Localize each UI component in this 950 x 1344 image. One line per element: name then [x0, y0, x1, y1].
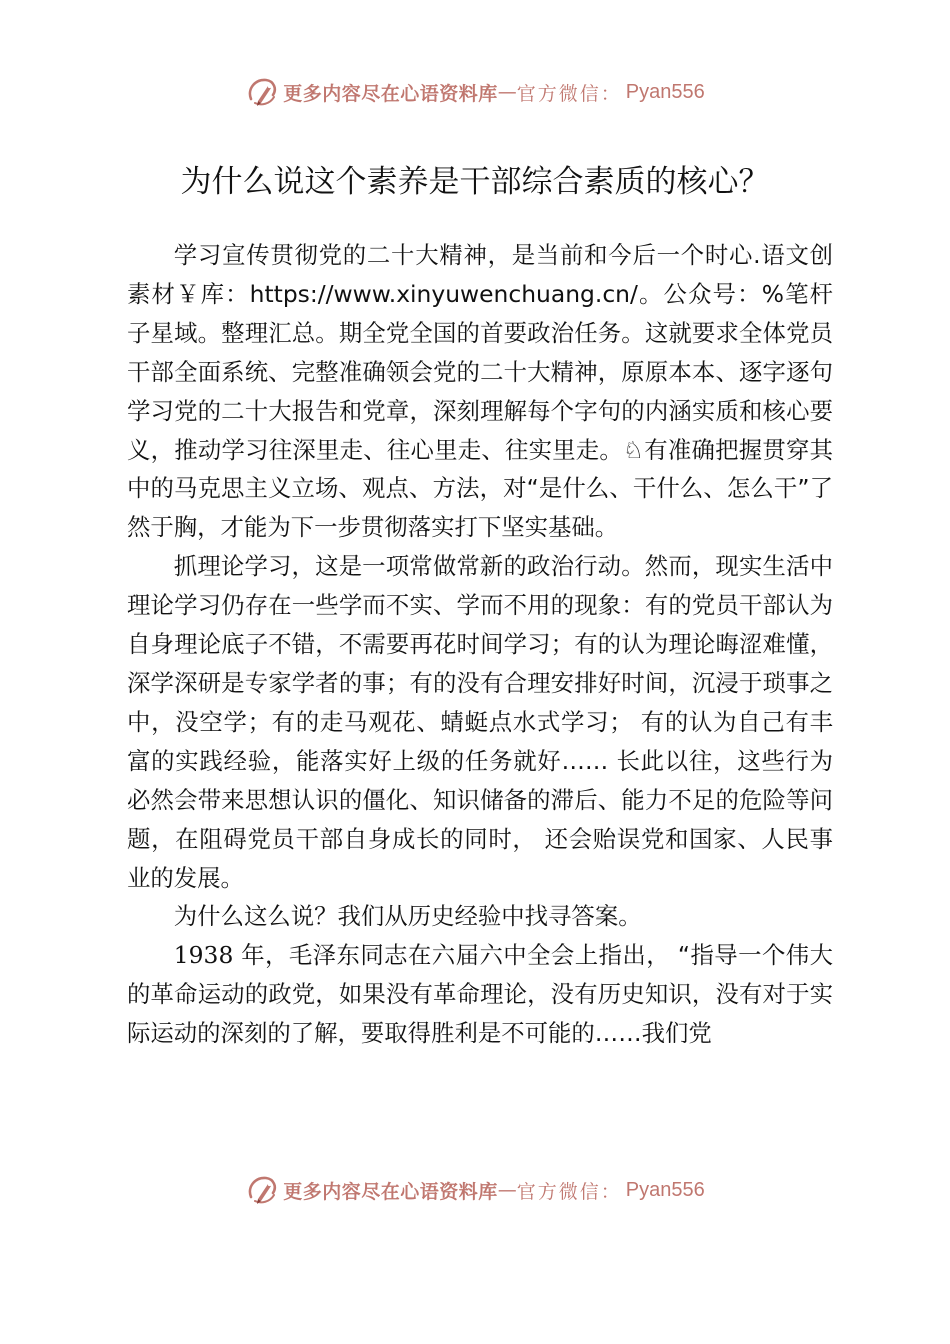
paragraph-4	[127, 936, 833, 1053]
paragraph-4-text: 年，毛泽东同志在六届六中全会上指出， “指导一个伟大的革命运动的政党，如果没有革命理论，没有历史知识，没有对于实际运动的深刻的了解，要取得胜利是不可能的……我们党	[127, 941, 833, 1048]
banner-slogan: 更多内容尽在心语资料库	[283, 1180, 498, 1203]
paragraph-3: 为什么这么说？我们从历史经验中找寻答案。	[173, 902, 642, 931]
banner-wechat-id: Pyan556	[625, 80, 705, 103]
footer-banner	[0, 1170, 950, 1210]
paragraph-4-year: 1938	[173, 941, 234, 970]
brush-pen-logo-icon	[245, 1173, 279, 1207]
header-banner	[0, 72, 950, 112]
banner-dash: —	[497, 1179, 517, 1201]
article-title: 为什么说这个素养是干部综合素质的核心？	[180, 164, 770, 200]
paragraph-2: 抓理论学习，这是一项常做常新的政治行动。然而，现实生活中理论学习仍存在一些学而不实、学而不用的现象：有的党员干部认为自身理论底子不错，不需要再花时间学习；有的认为理论晦涩难懂，深学深研是专家学者的事；有的没有合理安排好时间，沉浸于琐事之中，没空学；有的走马观花、蜻蜓点水式学习； 有的认为自己有丰富的实践经验，能落实好上级的任务就好…… 长此以往，这些行为必然会带来思想认识的僵化、知识储备的滞后、能力不足的危险等问题，在阻碍党员干部自身成长的同时， 还会贻误党和国家、人民事业的发展。	[127, 552, 833, 892]
banner-wechat-label: 官方微信：	[516, 82, 622, 105]
article-body	[127, 236, 833, 1053]
banner-wechat-label: 官方微信：	[516, 1180, 622, 1203]
paragraph-1: 学习宣传贯彻党的二十大精神，是当前和今后一个时心.语文创素材￥库：https://www.xinyuwenchuang.cn/。公众号：%笔杆子星域。整理汇总。期全党全国的首要政治任务。这就要求全体党员干部全面系统、完整准确领会党的二十大精神，原原本本、逐字逐句学习党的二十大报告和党章，深刻理解每个字句的内涵实质和核心要义，推动学习往深里走、往心里走、往实里走。♘有准确把握贯穿其中的马克思主义立场、观点、方法，对“是什么、干什么、怎么干”了然于胸，才能为下一步贯彻落实打下坚实基础。	[127, 241, 833, 542]
banner-slogan: 更多内容尽在心语资料库	[283, 82, 498, 105]
banner-dash: —	[497, 81, 517, 103]
banner-wechat-id: Pyan556	[625, 1178, 705, 1201]
brush-pen-logo-icon	[245, 75, 279, 109]
